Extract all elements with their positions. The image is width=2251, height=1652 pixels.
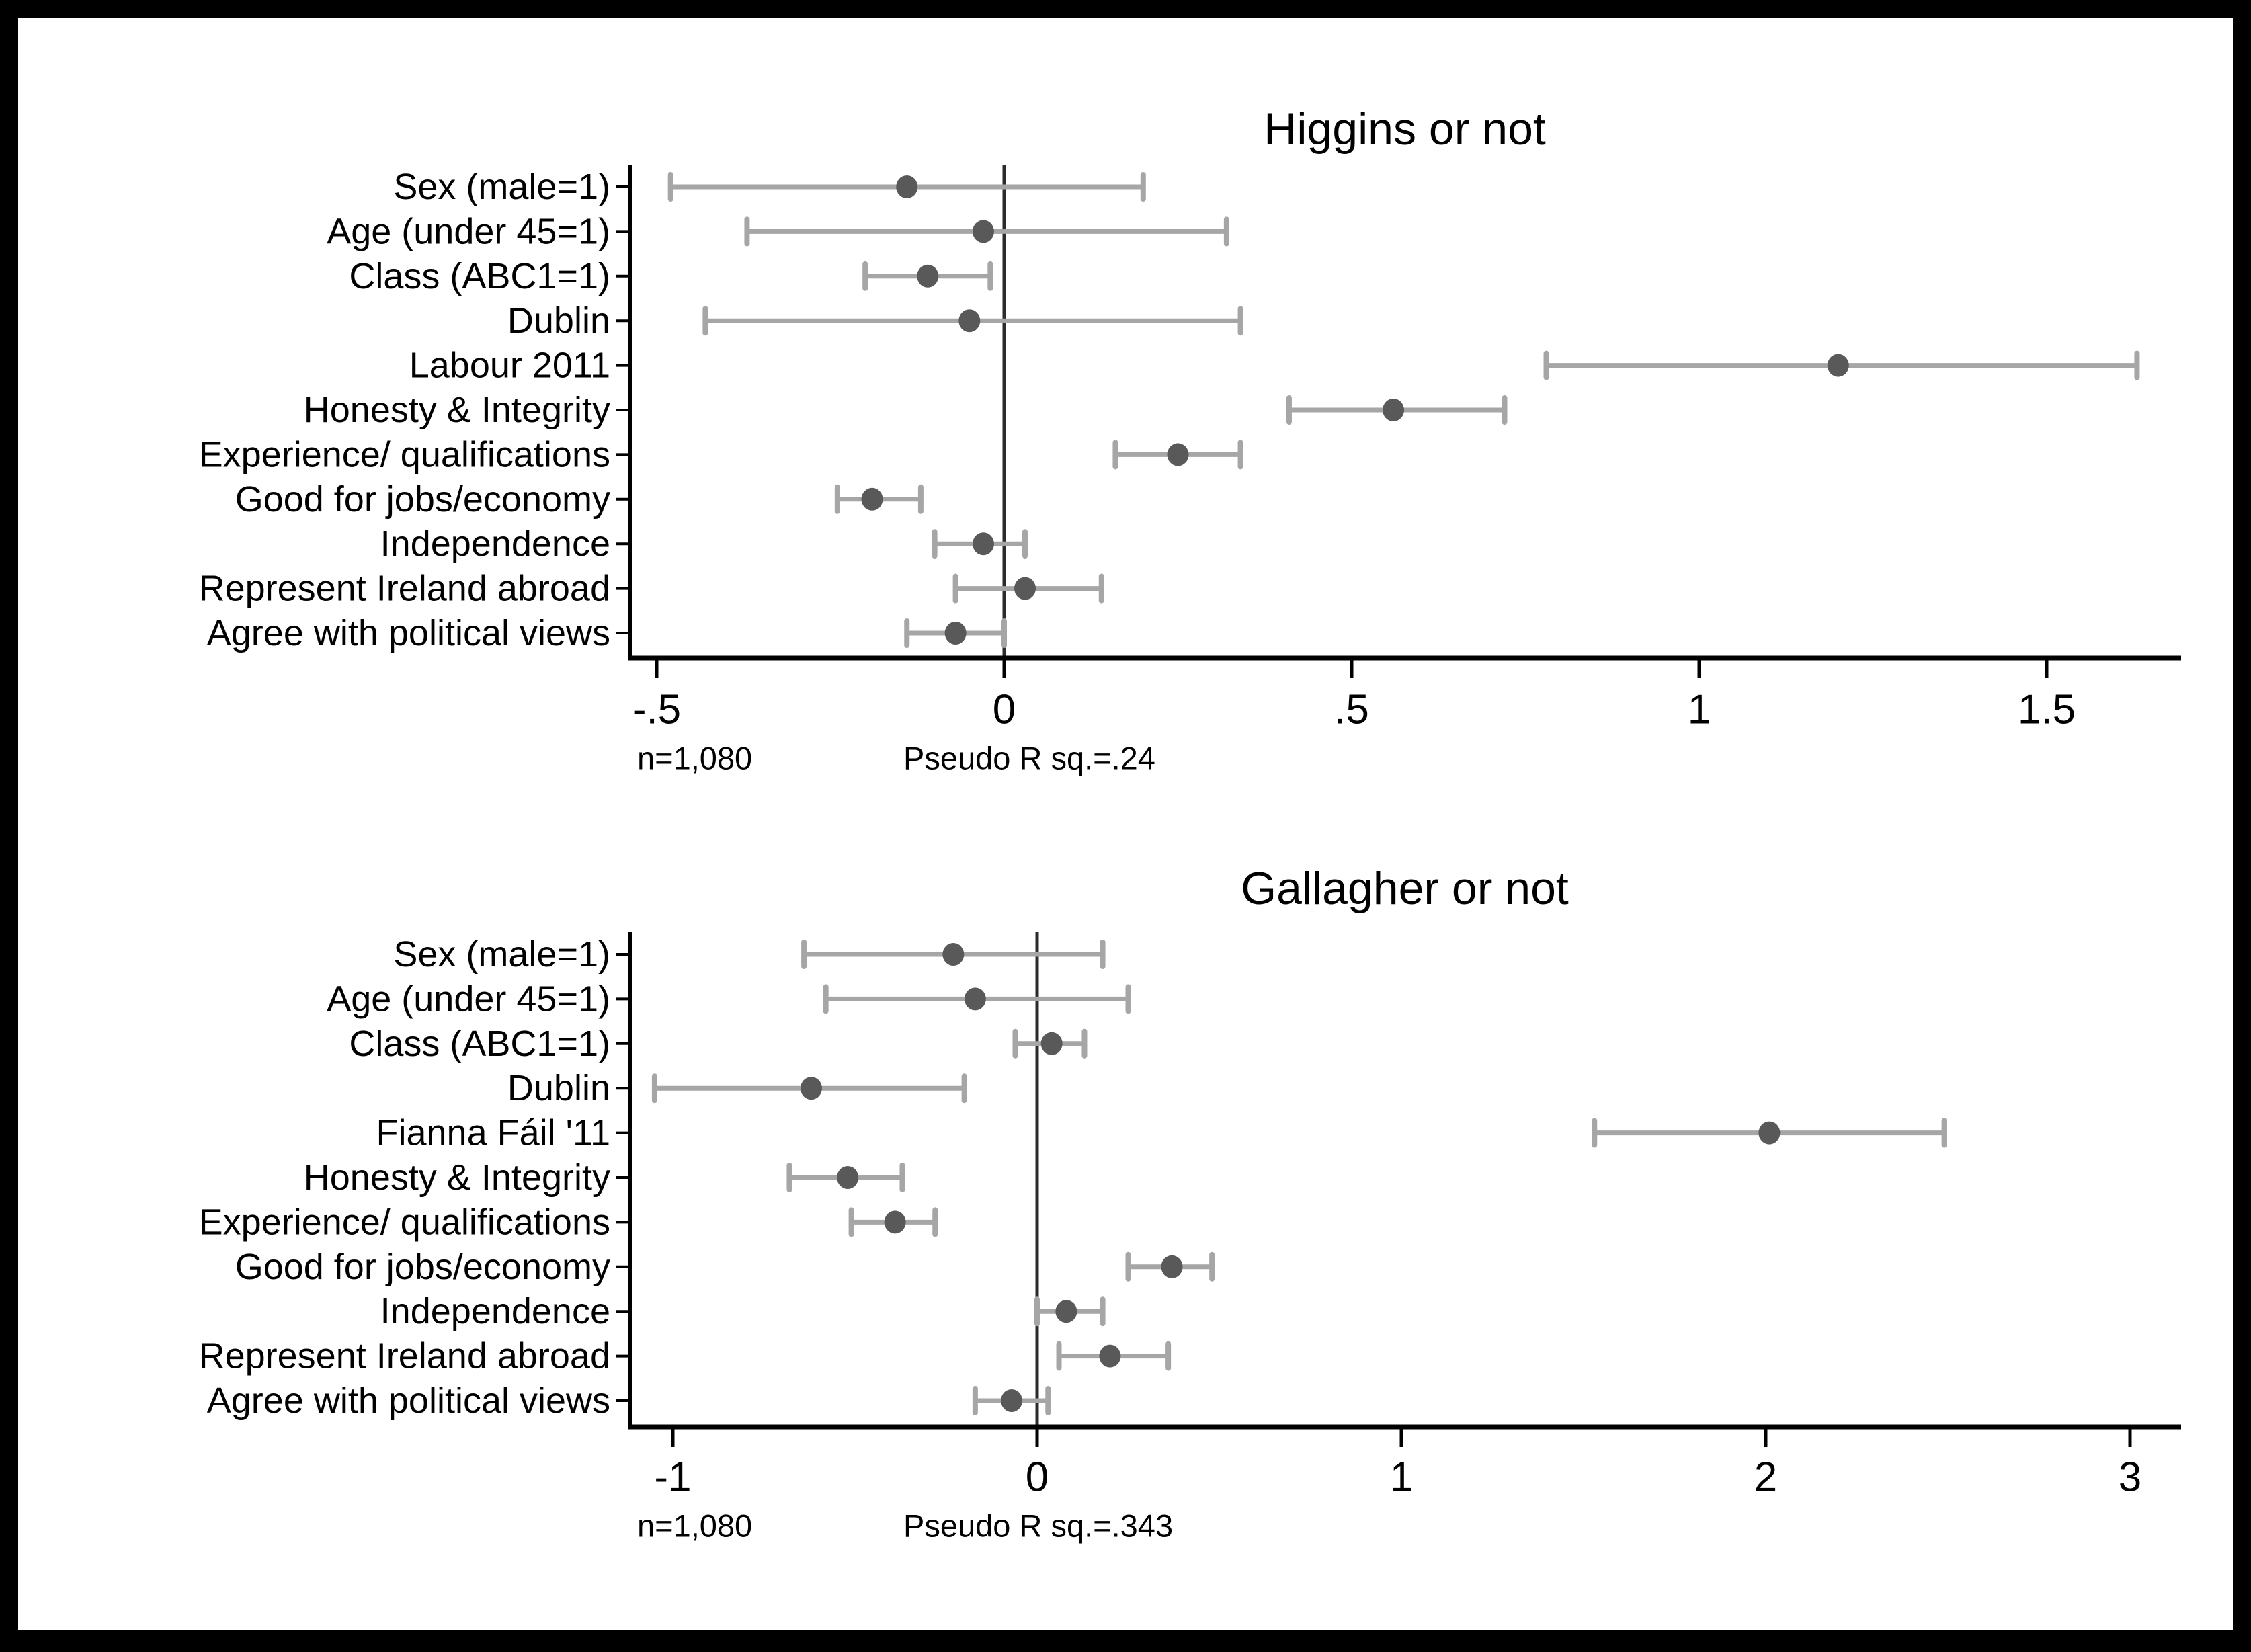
estimate-dot [973, 532, 994, 555]
panel-title: Higgins or not [1264, 104, 1546, 155]
pseudo-r2-note: Pseudo R sq.=.24 [903, 740, 1155, 776]
sample-size-note: n=1,080 [637, 740, 753, 776]
estimate-dot [801, 1077, 822, 1100]
category-label: Class (ABC1=1) [349, 1023, 610, 1064]
estimate-dot [973, 220, 994, 243]
category-label: Honesty & Integrity [303, 390, 610, 430]
x-tick-label: -1 [654, 1454, 692, 1501]
estimate-dot [885, 1210, 906, 1233]
category-label: Represent Ireland abroad [198, 1335, 610, 1376]
x-tick-label: 1.5 [2017, 686, 2076, 733]
x-tick-label: 1 [1687, 686, 1711, 733]
estimate-dot [1055, 1300, 1077, 1323]
estimate-dot [1383, 399, 1404, 421]
estimate-dot [1758, 1122, 1780, 1145]
category-label: Agree with political views [206, 613, 610, 653]
category-label: Independence [380, 524, 610, 565]
x-tick-label: 3 [2118, 1454, 2142, 1501]
sample-size-note: n=1,080 [637, 1508, 753, 1544]
x-tick-label: -.5 [632, 686, 682, 733]
category-label: Class (ABC1=1) [349, 255, 610, 296]
estimate-dot [1001, 1389, 1022, 1412]
category-label: Age (under 45=1) [327, 979, 610, 1020]
estimate-dot [917, 265, 938, 288]
category-label: Good for jobs/economy [235, 479, 610, 520]
category-label: Sex (male=1) [393, 934, 610, 975]
category-label: Experience/ qualifications [198, 434, 610, 475]
category-label: Represent Ireland abroad [198, 568, 610, 609]
x-tick-label: 0 [992, 686, 1016, 733]
x-tick-label: .5 [1334, 686, 1369, 733]
estimate-dot [958, 309, 980, 332]
estimate-dot [1041, 1032, 1063, 1055]
x-tick-label: 0 [1025, 1454, 1049, 1501]
estimate-dot [945, 622, 967, 645]
category-label: Dublin [507, 1068, 610, 1109]
estimate-dot [1828, 354, 1849, 377]
category-label: Good for jobs/economy [235, 1246, 610, 1287]
category-label: Honesty & Integrity [303, 1157, 610, 1198]
estimate-dot [1099, 1345, 1120, 1368]
category-label: Labour 2011 [409, 345, 610, 386]
estimate-dot [1168, 443, 1189, 466]
estimate-dot [837, 1166, 858, 1189]
category-label: Agree with political views [206, 1380, 610, 1421]
estimate-dot [862, 488, 883, 511]
estimate-dot [1014, 577, 1036, 600]
estimate-dot [896, 175, 917, 198]
category-label: Independence [380, 1291, 610, 1332]
panel-title: Gallagher or not [1241, 863, 1569, 914]
estimate-dot [942, 943, 964, 966]
category-label: Experience/ qualifications [198, 1202, 610, 1243]
pseudo-r2-note: Pseudo R sq.=.343 [903, 1508, 1174, 1544]
estimate-dot [1161, 1255, 1183, 1278]
category-label: Fianna Fáil '11 [376, 1112, 610, 1153]
x-tick-label: 2 [1754, 1454, 1778, 1501]
x-tick-label: 1 [1389, 1454, 1414, 1501]
estimate-dot [965, 987, 986, 1010]
category-label: Age (under 45=1) [327, 211, 610, 252]
category-label: Dublin [507, 300, 610, 341]
category-label: Sex (male=1) [393, 167, 610, 207]
